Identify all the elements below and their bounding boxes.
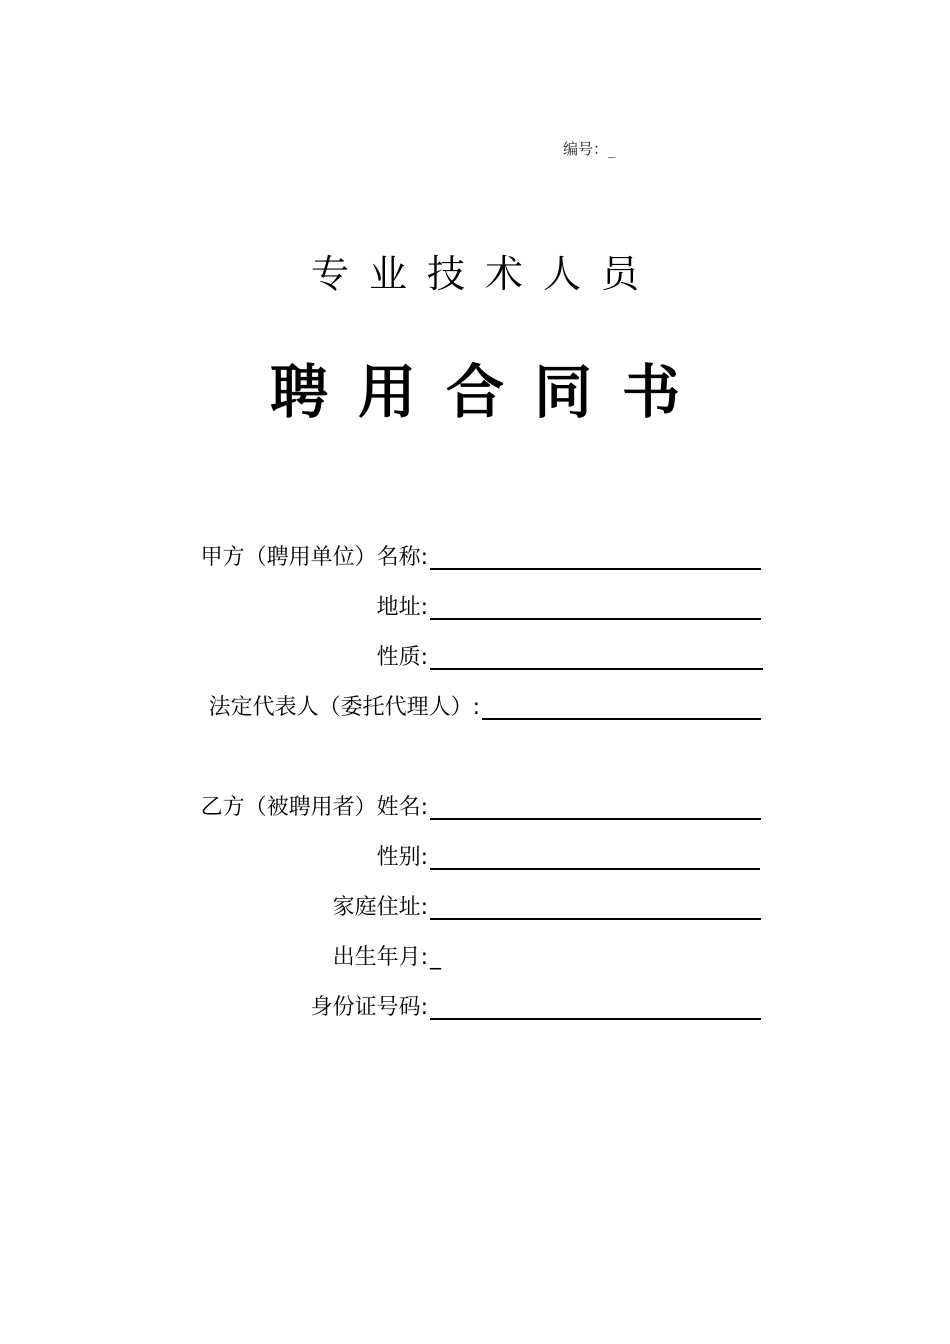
party-b-home-address-label: 家庭住址: xyxy=(332,895,428,920)
party-b-name-field xyxy=(150,793,428,823)
party-b-id-blank[interactable] xyxy=(430,1018,761,1020)
party-a-nature-field xyxy=(300,643,428,673)
document-number-label: 编号：_ xyxy=(563,140,616,158)
party-b-home-address-blank[interactable] xyxy=(430,918,761,920)
party-a-address-label: 地址: xyxy=(376,595,428,620)
party-a-nature-label: 性质: xyxy=(376,645,428,670)
party-a-name-field xyxy=(150,543,428,573)
party-b-gender-label: 性别: xyxy=(376,845,428,870)
party-b-birth-value[interactable]: _ xyxy=(430,945,441,970)
party-b-home-address-field xyxy=(250,893,428,923)
title-subtitle: 专业技术人员 xyxy=(310,252,659,296)
party-a-nature-blank[interactable] xyxy=(430,668,763,670)
page-title: 聘用合同书 xyxy=(269,358,710,426)
party-a-name-label: 甲方（聘用单位）名称: xyxy=(200,545,428,570)
party-b-gender-field xyxy=(300,843,428,873)
party-b-birth-label: 出生年月: xyxy=(332,945,428,970)
party-b-id-field xyxy=(250,993,428,1023)
party-a-name-blank[interactable] xyxy=(430,568,761,570)
party-b-name-label: 乙方（被聘用者）姓名: xyxy=(200,795,428,820)
party-b-birth-field xyxy=(250,943,428,973)
party-a-representative-field xyxy=(150,693,480,723)
party-a-address-blank[interactable] xyxy=(430,618,761,620)
party-b-gender-blank[interactable] xyxy=(430,868,760,870)
party-a-representative-label: 法定代表人（委托代理人）: xyxy=(208,695,480,720)
party-a-representative-blank[interactable] xyxy=(482,718,761,720)
party-b-name-blank[interactable] xyxy=(430,818,761,820)
party-b-id-label: 身份证号码: xyxy=(310,995,428,1020)
party-a-address-field xyxy=(300,593,428,623)
